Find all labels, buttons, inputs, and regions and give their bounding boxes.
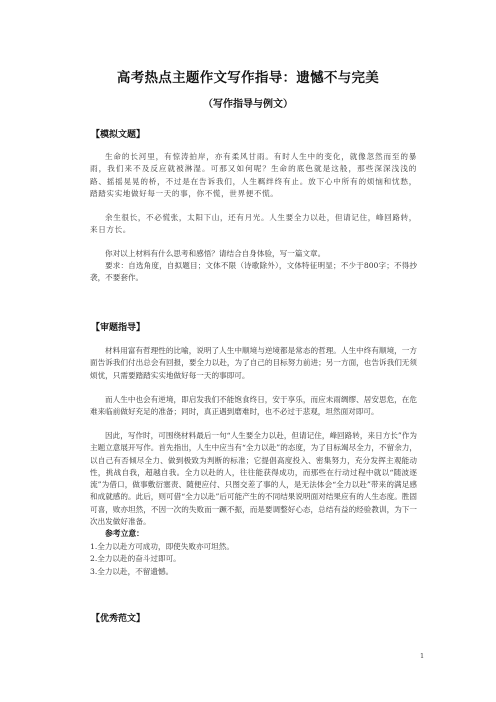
analysis-paragraph-3: 因此，写作时，可围绕材料最后一句“人生要全力以赴，但请记住，峰回路转，来日方长”作为主题立意展开写作。首先指出，人生中应当有“全力以赴”的态度，为了目标竭尽全力，不留余力，以自己有否倾尽全力、做到极致为判断的标准；它提倡高度投入、密集努力，充分发挥主观能动性，挑战自我，超越自我。全力以赴的人，往往能获得成功，而那些在行动过程中就以“随波逐流”为借口，做事敷衍塞责、随便应付、只图交差了事的人，是无法体会“全力以赴”带来的满足感和成就感的。此后，则可借“全力以赴”后可能产生的不同结果说明面对结果应有的人生态度。胜固可喜，败亦坦然，不因一次的失败而一蹶不振，而是要调整好心态，总结有益的经验教训，为下一次出发做好准备。 [90,431,417,527]
heading-mock-question: 【模拟文题】 [91,130,146,140]
document-subtitle: （写作指导与例文） [203,99,293,110]
question-paragraph-1: 生命的长河里，有惊涛拍岸，亦有柔风甘雨。有时人生中的变化，就像忽然而至的暴雨，我们来不及反应就被淋湿。可那又如何呢？生命的底色就是这般，那些深深浅浅的路、摇摇晃晃的桥，不过是在告诉我们，人生羁绊终有止。放下心中所有的烦恼和忧愁，踏踏实实地做好每一天的事，你不慌，世界便不慌。 [90,152,417,198]
analysis-paragraph-1: 材料用富有哲理性的比喻，说明了人生中顺境与逆境都是常态的哲理。人生中终有顺境，一方面告诉我们付出总会有回报，要全力以赴，为了自己的目标努力前进；另一方面，也告诉我们无须烦忧，只需要踏踏实实地做好每一天的事即可。 [90,346,417,380]
reference-idea-1: 1.全力以赴方可成功，即使失败亦可坦然。 [90,542,234,551]
page-number: 1 [420,652,425,660]
heading-example-essay: 【优秀范文】 [91,614,146,624]
question-paragraph-4: 要求：自选角度，自拟题目；文体不限（诗歌除外），文体特征明显；不少于800字；不得抄袭，不要套作。 [90,261,417,283]
reference-idea-3: 3.全力以赴，不留遗憾。 [90,567,174,576]
question-paragraph-2: 余生很长，不必慌张，太阳下山，还有月光。人生要全力以赴，但请记住，峰回路转，来日方长。 [90,213,417,235]
analysis-paragraph-2: 而人生中也会有逆境，即启发我们不能饱食终日，安于享乐，而应未雨绸缪、居安思危，在危难来临前做好充足的准备；同时，真正遇到磨难时，也不必过于悲观，坦然面对即可。 [90,395,417,417]
reference-ideas-label: 参考立意： [105,529,144,538]
question-paragraph-3: 你对以上材料有什么思考和感悟？请结合自身体验，写一篇文章。 [105,249,326,258]
document-title: 高考热点主题作文写作指导：遗憾不与完美 [116,70,380,86]
reference-idea-2: 2.全力以赴的奋斗过即可。 [90,554,181,563]
heading-topic-analysis: 【审题指导】 [91,323,146,333]
